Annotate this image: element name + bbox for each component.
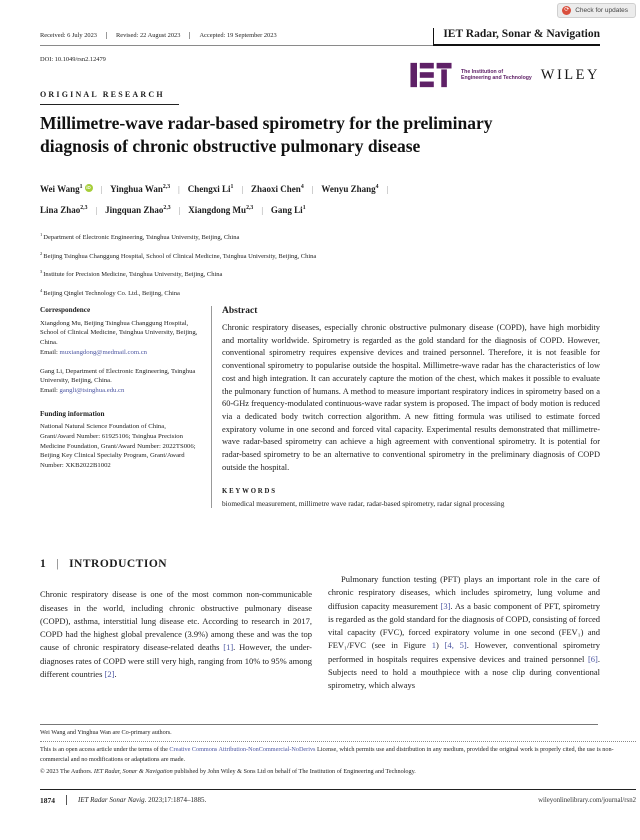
manuscript-dates <box>40 32 433 46</box>
keywords-heading: KEYWORDS <box>222 488 277 496</box>
wiley-logo: WILEY <box>540 66 600 83</box>
author-name: Zhaoxi Chen$^4$ <box>251 184 304 194</box>
author-name: Wei Wang$^1$ iD <box>40 184 91 194</box>
correspondence-heading: Correspondence <box>40 306 91 314</box>
author-name: Jingquan Zhao$^{2,3}$ <box>105 205 171 215</box>
inline-link[interactable]: Creative Commons Attribution-NonCommercial-NoDerivs <box>169 746 316 754</box>
iet-logo-icon <box>410 61 452 89</box>
affiliation: $^1$Department of Electronic Engineering, Tsinghua University, Beijing, China <box>40 232 240 242</box>
email-link[interactable]: gangli@tsinghua.edu.cn <box>59 386 125 394</box>
section-heading-bar: | <box>56 558 60 570</box>
affiliation: $^2$Beijing Tsinghua Changgung Hospital, School of Clinical Medicine, Tsinghua University, Beijing, China <box>40 250 317 260</box>
open-access-note: This is an open access article under the terms of the Creative Commons Attribution-NonCommercial-NoDerivs License, which permits use and distribution in any medium, provided the original work is properly cited, the use is non-commercial and no modifications or adaptations are made. <box>40 746 614 763</box>
correspondence-entry: Xiangdong Mu, Beijing Tsinghua Changgung Hospital, School of Clinical Medicine, Tsinghua University, Beijing, China. Email: muxiangdong@medmail.com.cn <box>40 319 198 356</box>
footer-bar <box>40 789 636 805</box>
footnote-dotted-rule <box>40 741 636 742</box>
author-name: Wenyu Zhang$^4$ <box>321 184 379 194</box>
copyright-note: © 2023 The Authors. IET Radar, Sonar & Navigation published by John Wiley & Sons Ltd on behalf of The Institution of Engineering and Technology. <box>40 768 416 776</box>
left-column <box>40 558 312 693</box>
affiliation: $^3$Institute for Precision Medicine, Tsinghua University, Beijing, China <box>40 269 223 279</box>
keywords-text: biomedical measurement, millimetre wave radar, radar-based spirometry, radar signal processing <box>222 499 505 509</box>
inline-link[interactable]: [2] <box>104 669 115 680</box>
received-date: Received: 6 July 2023 <box>40 32 97 39</box>
affiliation: $^4$Beijing Qinglei Technology Co. Ltd., Beijing, China <box>40 287 180 298</box>
author-name: Gang Li$^1$ <box>270 205 306 215</box>
correspondence-entry: Gang Li, Department of Electronic Engineering, Tsinghua University, Beijing, China. Email: gangli@tsinghua.edu.cn <box>40 367 196 394</box>
iet-tagline <box>461 69 532 82</box>
footer-citation-journal: IET Radar Sonar Navig. <box>78 796 147 804</box>
check-for-updates-label: Check for updates <box>575 7 628 14</box>
author-name: Yinghua Wan$^{2,3}$ <box>110 184 171 194</box>
introduction-section <box>40 558 600 693</box>
footnote-rule <box>40 724 598 725</box>
inline-link[interactable]: [6] <box>587 653 598 664</box>
email-link[interactable]: muxiangdong@medmail.com.cn <box>59 348 148 356</box>
abstract-heading: Abstract <box>222 306 258 316</box>
author-separator: | <box>100 185 103 194</box>
right-column <box>328 558 600 693</box>
publisher-logos <box>410 61 600 89</box>
article-title: Millimetre-wave radar-based spirometry for the preliminary diagnosis of chronic obstructive pulmonary disease <box>40 113 493 156</box>
orcid-icon[interactable]: iD <box>86 185 91 190</box>
section-label: INTRODUCTION <box>69 558 168 570</box>
inline-link[interactable]: [4, 5] <box>444 640 467 651</box>
inline-link[interactable]: [3] <box>440 600 451 611</box>
journal-title: IET Radar, Sonar & Navigation <box>433 28 600 46</box>
inline-link[interactable]: [1] <box>223 642 234 653</box>
doi-text: DOI: 10.1049/rsn2.12479 <box>40 56 106 63</box>
intro-paragraph-right: Pulmonary function testing (PFT) plays an important role in the care of chronic respiratory diseases, which includes spirometry, lung volume and diffusion capacity measurement [3]. As a basic component of PFT, spirometry is regarded as the gold standard for the diagnosis of COPD, consisting of forced vital capacity (FVC), forced expiratory volume in one second (FEV₁) and FEV₁/FVC (see in Figure 1) [4, 5]. However, conventional spirometry performed in hospitals requires expensive devices and trained personnel [6]. Subjects need to hold a mouthpiece with a nose clip during conventional spirometry, which always <box>328 574 601 691</box>
footer-citation <box>78 796 538 804</box>
author-separator: | <box>178 185 180 194</box>
author-name: Chengxi Li$^1$ <box>187 184 234 194</box>
check-for-updates-button[interactable] <box>557 3 636 18</box>
author-name: Lina Zhao$^{2,3}$ <box>40 205 88 215</box>
abstract-column <box>211 306 600 508</box>
iet-tagline-line1: The Institution of <box>460 68 504 75</box>
author-separator: | <box>178 206 181 215</box>
header-row <box>40 28 600 46</box>
author-separator: | <box>261 206 263 215</box>
authors-line <box>40 179 600 221</box>
abstract-text: Chronic respiratory diseases, especially chronic obstructive pulmonary disease (COPD), have high morbidity and mortality worldwide. Spirometry is regarded as the gold standard for the diagnosis of COPD. However, conventional spirometry requires expensive devices and trained personnel. Therefore, it is not feasible for conventional spirometry to popularise outside the hospital. Millimetre-wave radar has the characteristics of low cost and high integration. It can accurately capture the motion of the chest, which makes it possible to evaluate the pulmonary function of humans. A method to measure important respiratory indices in spirometry based on a 60-GHz frequency-modulated continuous-wave radar system is proposed. The impact of body motion is reduced via a dedicated body twitch correction algorithm. A new fitting formula was utilised to estimate forced expiratory volume in one second and forced vital capacity. Experimental results demonstrated that millimetre-wave radar-based spirometry can achieve a high agreement with conventional spirometry. It is potential for radar-based spirometry to be an alternative to conventional spirometry in the preliminary diagnosis of COPD outside the hospital. <box>222 323 600 472</box>
funding-block <box>40 410 198 471</box>
author-name: Xiangdong Mu$^{2,3}$ <box>188 205 254 215</box>
author-separator: | <box>241 185 244 194</box>
abstract-band <box>40 306 600 508</box>
author-separator: | <box>95 206 98 215</box>
author-separator: | <box>311 185 314 194</box>
footer-citation-detail: 2023;17:1874–1885. <box>146 796 207 804</box>
coprimary-note: Wei Wang and Yinghua Wan are Co-primary authors. <box>40 729 172 736</box>
iet-tagline-line2: Engineering and Technology <box>460 75 532 81</box>
funding-text: National Natural Science Foundation of China, Grant/Award Number: 61925106; Tsinghua Precision Medicine Foundation, Grant/Award Number: 2022TS006; Beijing Key Clinical Specialty Program, Grant/Award Number: XKB2022B1002 <box>40 423 196 470</box>
article-type-label: ORIGINAL RESEARCH <box>40 90 179 105</box>
intro-paragraph-left: Chronic respiratory disease is one of the most common non-communicable diseases in the world, including chronic obstructive pulmonary disease (COPD), asthma, interstitial lung disease etc. According to research in 2017, COPD had the highest global prevalence (3.9%) among these and was the top cause of chronic respiratory disease-related deaths [1]. However, the under-diagnoses rates of COPD were still very high, ranging from 10% to 95% among different countries [2]. <box>40 589 312 680</box>
crossmark-icon: ⟳ <box>564 7 570 13</box>
accepted-date: Accepted: 19 September 2023 <box>189 32 285 39</box>
footer-separator <box>66 795 67 805</box>
author-separator: | <box>386 185 389 194</box>
revised-date: Revised: 22 August 2023 <box>106 32 189 39</box>
funding-heading: Funding information <box>40 409 105 418</box>
footnotes <box>40 724 636 777</box>
section-heading <box>40 558 312 571</box>
article-sidebar <box>40 306 198 508</box>
page-number: 1874 <box>40 795 55 805</box>
two-column-body <box>40 558 600 693</box>
inline-link[interactable]: 1 <box>431 640 436 651</box>
journal-url-link[interactable]: wileyonlinelibrary.com/journal/rsn2 <box>538 796 636 804</box>
section-number: 1 <box>40 558 47 570</box>
affiliations-list <box>40 231 440 306</box>
correspondence-entries <box>40 319 198 396</box>
